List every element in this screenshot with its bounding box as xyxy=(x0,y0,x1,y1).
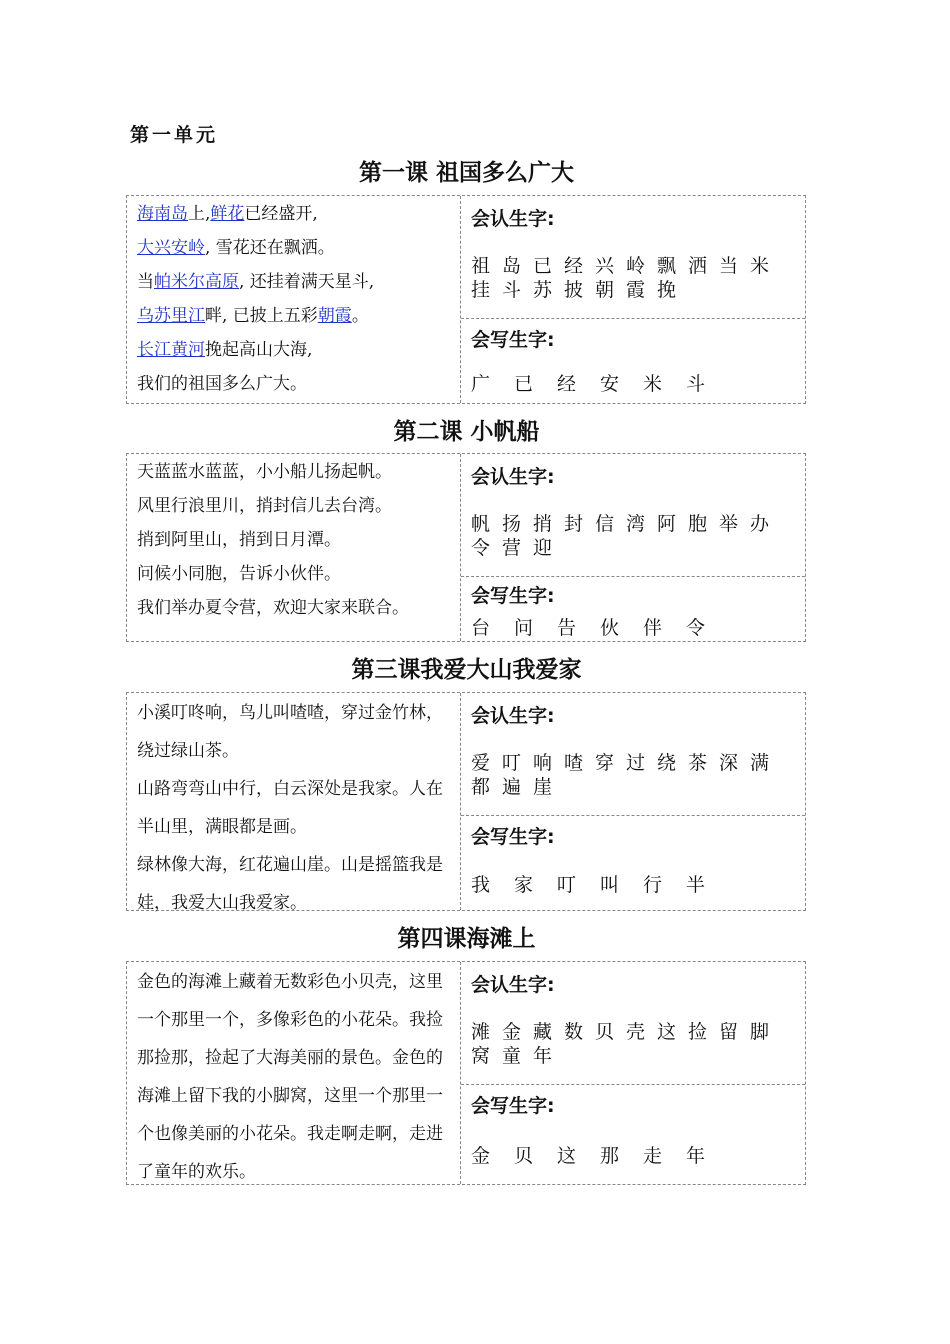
text-line xyxy=(137,455,451,489)
write-chars: 广已经安米斗 xyxy=(471,373,730,395)
text-segment: 捎到阿里山，捎到日月潭。 xyxy=(137,530,341,550)
lesson-1-title: 第一课 祖国多么广大 xyxy=(358,160,574,186)
lesson-2-write-cell xyxy=(461,575,805,641)
lesson-3-text xyxy=(127,693,461,913)
text-segment: , 还挂着满天星斗, xyxy=(239,272,375,292)
text-segment: 问候小同胞，告诉小伙伴。 xyxy=(137,564,341,584)
text-line xyxy=(137,489,451,523)
lesson-3-recognize-cell xyxy=(461,693,805,816)
text-segment: 已经盛开, xyxy=(244,204,318,224)
text-line xyxy=(137,231,451,265)
term-link[interactable]: 朝霞 xyxy=(317,306,352,326)
recognize-chars: 爱叮响喳穿过绕茶深满都遍崖 xyxy=(471,752,782,798)
text-line xyxy=(137,265,451,299)
text-segment: 畔, 已披上五彩 xyxy=(205,306,318,326)
write-label: 会写生字: xyxy=(471,329,555,351)
text-segment: 绿林像大海，红花遍山崖。山是摇篮我是娃，我爱大山我爱家。 xyxy=(137,855,443,913)
lesson-3-table xyxy=(126,692,806,911)
text-segment: , 雪花还在飘洒。 xyxy=(205,238,335,258)
recognize-chars: 帆扬捎封信湾阿胞举办令营迎 xyxy=(471,513,782,559)
lesson-4-text xyxy=(127,962,461,1184)
text-segment: 小溪叮咚响，鸟儿叫喳喳，穿过金竹林，绕过绿山茶。 xyxy=(137,703,443,761)
lesson-4-recognize-cell xyxy=(461,962,805,1085)
recognize-chars: 滩金藏数贝壳这捡留脚窝童年 xyxy=(471,1021,782,1067)
lesson-1-recognize-cell xyxy=(461,196,805,319)
write-chars: 台问告伙伴令 xyxy=(471,617,730,639)
recognize-label: 会认生字: xyxy=(471,974,555,996)
lesson-1-text xyxy=(127,196,461,403)
recognize-label: 会认生字: xyxy=(471,705,555,727)
text-segment: 金色的海滩上藏着无数彩色小贝壳，这里一个那里一个，多像彩色的小花朵。我捡那捡那，捡起了大海美丽的景色。金色的海滩上留下我的小脚窝，这里一个那里一个也像美丽的小花朵。我走啊走啊，走进了童年的欢乐。 xyxy=(137,972,443,1182)
lesson-4-chars xyxy=(461,962,805,1184)
recognize-chars: 祖岛已经兴岭飘洒当米挂斗苏披朝霞挽 xyxy=(471,255,782,301)
lesson-2-recognize-cell xyxy=(461,454,805,577)
recognize-label: 会认生字: xyxy=(471,466,555,488)
lesson-3-write-cell xyxy=(461,814,805,910)
lesson-2-chars xyxy=(461,454,805,641)
term-link[interactable]: 长江黄河 xyxy=(137,340,205,360)
write-label: 会写生字: xyxy=(471,1095,555,1117)
lesson-4-write-cell xyxy=(461,1083,805,1184)
text-line xyxy=(137,299,451,333)
lesson-1-chars xyxy=(461,196,805,403)
text-segment: 当 xyxy=(137,272,154,292)
text-segment: 山路弯弯山中行，白云深处是我家。人在半山里，满眼都是画。 xyxy=(137,779,443,837)
recognize-label: 会认生字: xyxy=(471,208,555,230)
lesson-1-table xyxy=(126,195,806,404)
text-line xyxy=(137,591,451,625)
term-link[interactable]: 大兴安岭 xyxy=(137,238,205,258)
lesson-3-title: 第三课我爱大山我爱家 xyxy=(351,657,582,683)
text-segment: 我们举办夏令营，欢迎大家来联合。 xyxy=(137,598,409,618)
text-line xyxy=(137,963,451,1191)
lesson-1-write-cell xyxy=(461,317,805,403)
write-label: 会写生字: xyxy=(471,585,555,607)
lesson-2-text xyxy=(127,454,461,641)
text-segment: 。 xyxy=(351,306,369,326)
text-segment: 上, xyxy=(188,204,211,224)
term-link[interactable]: 帕米尔高原 xyxy=(154,272,239,292)
text-line xyxy=(137,557,451,591)
text-line xyxy=(137,333,451,367)
write-chars: 我家叮叫行半 xyxy=(471,874,730,896)
text-line xyxy=(137,197,451,231)
lesson-4-table xyxy=(126,961,806,1185)
lesson-4-title: 第四课海滩上 xyxy=(397,926,536,952)
text-segment: 风里行浪里川，捎封信儿去台湾。 xyxy=(137,496,392,516)
write-chars: 金贝这那走年 xyxy=(471,1145,730,1167)
write-label: 会写生字: xyxy=(471,826,555,848)
lesson-2-title: 第二课 小帆船 xyxy=(393,419,540,445)
term-link[interactable]: 乌苏里江 xyxy=(137,306,205,326)
lesson-2-table xyxy=(126,453,806,642)
text-line xyxy=(137,694,451,770)
text-segment: 挽起高山大海, xyxy=(205,340,313,360)
text-segment: 天蓝蓝水蓝蓝，小小船儿扬起帆。 xyxy=(137,462,392,482)
term-link[interactable]: 鲜花 xyxy=(210,204,245,224)
term-link[interactable]: 海南岛 xyxy=(137,204,188,224)
unit-title: 第一单元 xyxy=(130,124,219,146)
text-segment: 我们的祖国多么广大。 xyxy=(137,374,307,394)
text-line xyxy=(137,367,451,401)
lesson-3-chars xyxy=(461,693,805,910)
text-line xyxy=(137,846,451,922)
text-line xyxy=(137,523,451,557)
text-line xyxy=(137,770,451,846)
